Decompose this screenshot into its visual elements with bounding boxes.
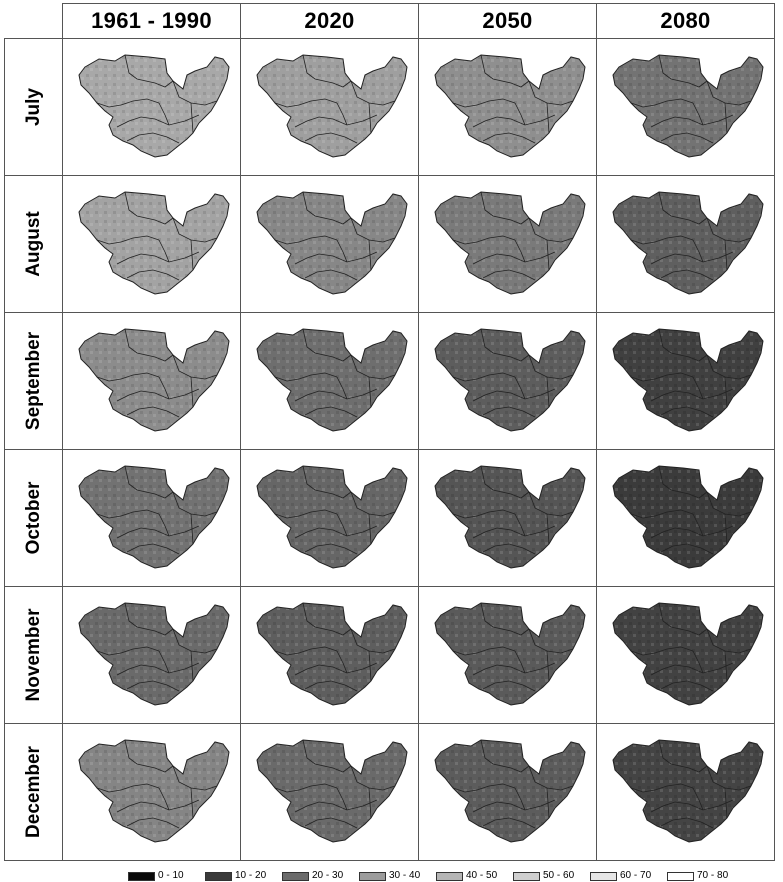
header-corner (5, 4, 63, 39)
region-map (423, 45, 593, 169)
legend-swatch (436, 872, 463, 881)
region-outline (79, 329, 229, 431)
month-header (5, 313, 63, 450)
month-row (5, 313, 775, 450)
region-map (67, 456, 237, 580)
map-cell (419, 724, 597, 861)
header-row (5, 4, 775, 39)
region-map (245, 593, 415, 717)
month-row (5, 450, 775, 587)
map-cell (63, 176, 241, 313)
legend-label: 70 - 80 (697, 870, 729, 881)
region-outline (613, 55, 763, 157)
region-map (601, 182, 771, 306)
period-header: 2050 (419, 4, 597, 39)
map-cell (419, 450, 597, 587)
legend-label: 0 - 10 (158, 870, 184, 881)
region-map (423, 730, 593, 854)
region-outline (79, 603, 229, 705)
map-grid (4, 3, 779, 856)
month-row (5, 176, 775, 313)
legend-label: 30 - 40 (389, 870, 421, 881)
legend-swatch (205, 872, 232, 881)
region-outline (613, 329, 763, 431)
region-map (67, 182, 237, 306)
region-outline (257, 55, 407, 157)
region-map (423, 593, 593, 717)
region-outline (257, 192, 407, 294)
legend (128, 870, 728, 882)
region-map (67, 593, 237, 717)
region-outline (79, 55, 229, 157)
month-label: November (22, 608, 44, 702)
region-map (601, 45, 771, 169)
map-cell (63, 724, 241, 861)
legend-swatch (667, 872, 694, 881)
legend-swatch (513, 872, 540, 881)
month-header (5, 39, 63, 176)
month-row (5, 587, 775, 724)
period-header: 2080 (597, 4, 775, 39)
region-outline (613, 740, 763, 842)
region-map (423, 319, 593, 443)
region-map (245, 319, 415, 443)
region-outline (79, 740, 229, 842)
legend-swatch (590, 872, 617, 881)
legend-swatch (359, 872, 386, 881)
region-outline (613, 466, 763, 568)
region-outline (435, 740, 585, 842)
legend-label: 60 - 70 (620, 870, 652, 881)
region-outline (435, 55, 585, 157)
map-cell (241, 450, 419, 587)
region-map (245, 456, 415, 580)
map-cell (419, 587, 597, 724)
month-label: September (22, 331, 44, 431)
month-label: July (22, 87, 44, 127)
map-cell (419, 39, 597, 176)
legend-swatch (128, 872, 155, 881)
period-header: 2020 (241, 4, 419, 39)
region-map (245, 182, 415, 306)
map-cell (241, 587, 419, 724)
month-label: August (22, 211, 44, 277)
region-outline (435, 603, 585, 705)
month-header (5, 450, 63, 587)
region-map (601, 319, 771, 443)
region-outline (613, 603, 763, 705)
map-cell (241, 724, 419, 861)
region-map (601, 730, 771, 854)
map-cell (597, 724, 775, 861)
region-outline (435, 192, 585, 294)
legend-label: 20 - 30 (312, 870, 344, 881)
legend-label: 50 - 60 (543, 870, 575, 881)
region-map (601, 456, 771, 580)
region-map (67, 319, 237, 443)
month-row (5, 724, 775, 861)
region-map (245, 730, 415, 854)
month-header (5, 176, 63, 313)
region-map (423, 456, 593, 580)
map-cell (63, 450, 241, 587)
period-header: 1961 - 1990 (63, 4, 241, 39)
region-outline (613, 192, 763, 294)
map-cell (241, 313, 419, 450)
region-outline (435, 466, 585, 568)
map-table (4, 3, 775, 861)
map-cell (241, 39, 419, 176)
map-cell (597, 39, 775, 176)
map-cell (419, 313, 597, 450)
region-outline (79, 466, 229, 568)
region-map (245, 45, 415, 169)
map-cell (63, 587, 241, 724)
legend-swatch (282, 872, 309, 881)
region-outline (257, 603, 407, 705)
map-cell (597, 176, 775, 313)
region-outline (79, 192, 229, 294)
map-cell (63, 39, 241, 176)
month-label: October (22, 481, 44, 555)
month-header (5, 587, 63, 724)
map-cell (63, 313, 241, 450)
map-cell (241, 176, 419, 313)
legend-label: 10 - 20 (235, 870, 267, 881)
region-outline (257, 329, 407, 431)
region-outline (257, 740, 407, 842)
region-map (67, 45, 237, 169)
region-map (601, 593, 771, 717)
map-cell (419, 176, 597, 313)
region-map (67, 730, 237, 854)
month-label: December (22, 746, 44, 838)
month-header (5, 724, 63, 861)
legend-label: 40 - 50 (466, 870, 498, 881)
map-cell (597, 587, 775, 724)
map-cell (597, 450, 775, 587)
month-row (5, 39, 775, 176)
region-map (423, 182, 593, 306)
region-outline (257, 466, 407, 568)
region-outline (435, 329, 585, 431)
map-cell (597, 313, 775, 450)
